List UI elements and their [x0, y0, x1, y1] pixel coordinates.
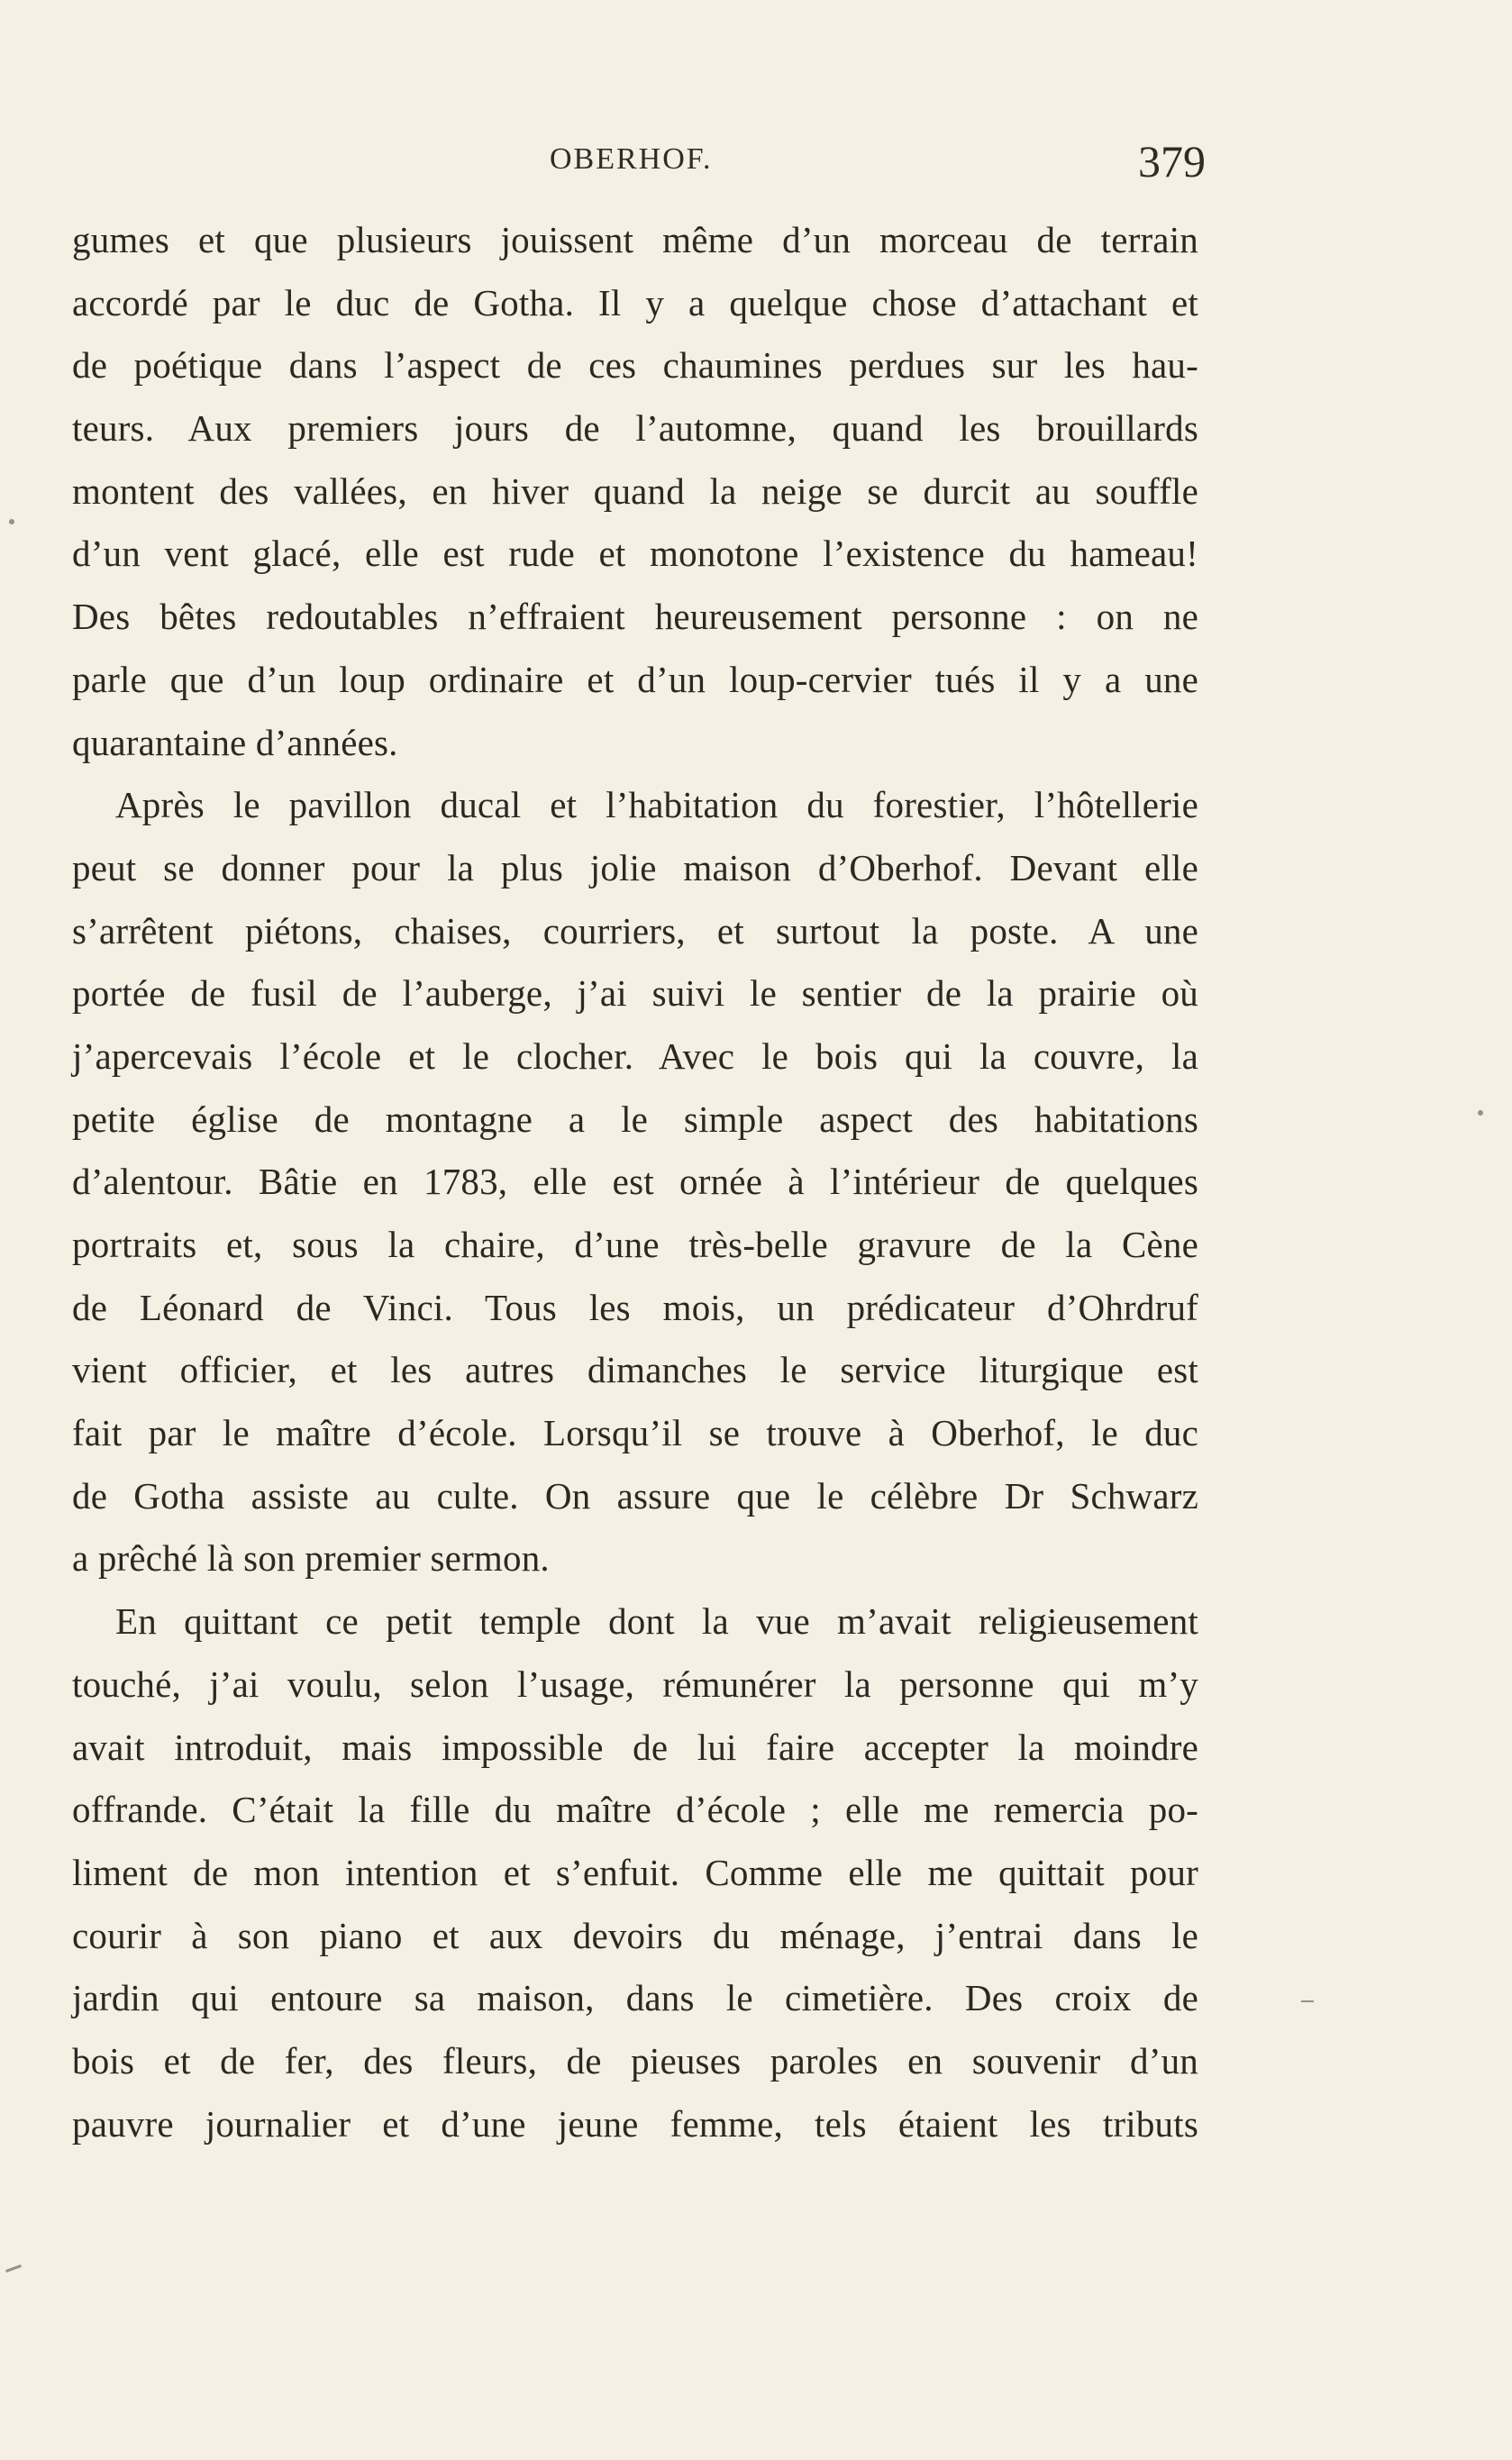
text-line: fait par le maître d’école. Lorsqu’il se trouve à Oberhof, le duc: [72, 1412, 1198, 1454]
running-head: OBERHOF.: [550, 142, 713, 176]
text-line: portraits et, sous la chaire, d’une très-belle gravure de la Cène: [72, 1224, 1198, 1265]
page-header: [72, 135, 1206, 198]
margin-mark: [1478, 1110, 1483, 1116]
text-line: Des bêtes redoutables n’effraient heureusement personne : on ne: [72, 596, 1198, 638]
text-line: accordé par le duc de Gotha. Il y a quelque chose d’attachant et: [72, 281, 1198, 323]
text-line: montent des vallées, en hiver quand la neige se durcit au souffle: [72, 469, 1198, 512]
text-line: s’arrêtent piétons, chaises, courriers, et surtout la poste. A une: [72, 909, 1198, 952]
text-line: a prêché là son premier sermon.: [72, 1537, 550, 1580]
text-line: Après le pavillon ducal et l’habitation du forestier, l’hôtellerie: [115, 784, 1198, 826]
text-line: bois et de fer, des fleurs, de pieuses paroles en souvenir d’un: [72, 2039, 1198, 2082]
text-line: petite église de montagne a le simple aspect des habitations: [72, 1098, 1198, 1140]
page-number: 379: [1138, 136, 1206, 187]
text-line: liment de mon intention et s’enfuit. Comme elle me quittait pour: [72, 1851, 1198, 1893]
text-line: jardin qui entoure sa maison, dans le cimetière. Des croix de: [72, 1977, 1198, 2019]
margin-mark: [9, 519, 14, 524]
margin-mark: [1301, 2000, 1314, 2002]
text-line: parle que d’un loup ordinaire et d’un loup-cervier tués il y a une: [72, 658, 1198, 700]
text-line: de Gotha assiste au culte. On assure que le célèbre Dr Schwarz: [72, 1474, 1198, 1517]
text-line: gumes et que plusieurs jouissent même d’un morceau de terrain: [72, 219, 1198, 260]
text-line: peut se donner pour la plus jolie maison d’Oberhof. Devant elle: [72, 846, 1198, 888]
text-line: offrande. C’était la fille du maître d’école ; elle me remercia po-: [72, 1789, 1198, 1831]
text-line: quarantaine d’années.: [72, 721, 398, 763]
text-line: de Léonard de Vinci. Tous les mois, un prédicateur d’Ohrdruf: [72, 1286, 1198, 1328]
text-line: avait introduit, mais impossible de lui faire accepter la moindre: [72, 1726, 1198, 1768]
text-line: de poétique dans l’aspect de ces chaumines perdues sur les hau-: [72, 344, 1198, 387]
body-text: [72, 209, 1198, 2155]
margin-mark: [5, 2264, 22, 2273]
text-line: pauvre journalier et d’une jeune femme, tels étaient les tributs: [72, 2102, 1198, 2145]
text-line: En quittant ce petit temple dont la vue m’avait religieusement: [115, 1600, 1198, 1643]
text-line: courir à son piano et aux devoirs du ménage, j’entrai dans le: [72, 1914, 1198, 1956]
text-line: teurs. Aux premiers jours de l’automne, quand les brouillards: [72, 407, 1198, 450]
text-line: touché, j’ai voulu, selon l’usage, rémunérer la personne qui m’y: [72, 1663, 1198, 1705]
text-line: portée de fusil de l’auberge, j’ai suivi le sentier de la prairie où: [72, 972, 1198, 1015]
text-line: d’alentour. Bâtie en 1783, elle est ornée à l’intérieur de quelques: [72, 1161, 1198, 1203]
text-line: j’apercevais l’école et le clocher. Avec le bois qui la couvre, la: [72, 1034, 1198, 1077]
text-line: vient officier, et les autres dimanches le service liturgique est: [72, 1349, 1198, 1391]
text-line: d’un vent glacé, elle est rude et monotone l’existence du hameau!: [72, 533, 1198, 575]
